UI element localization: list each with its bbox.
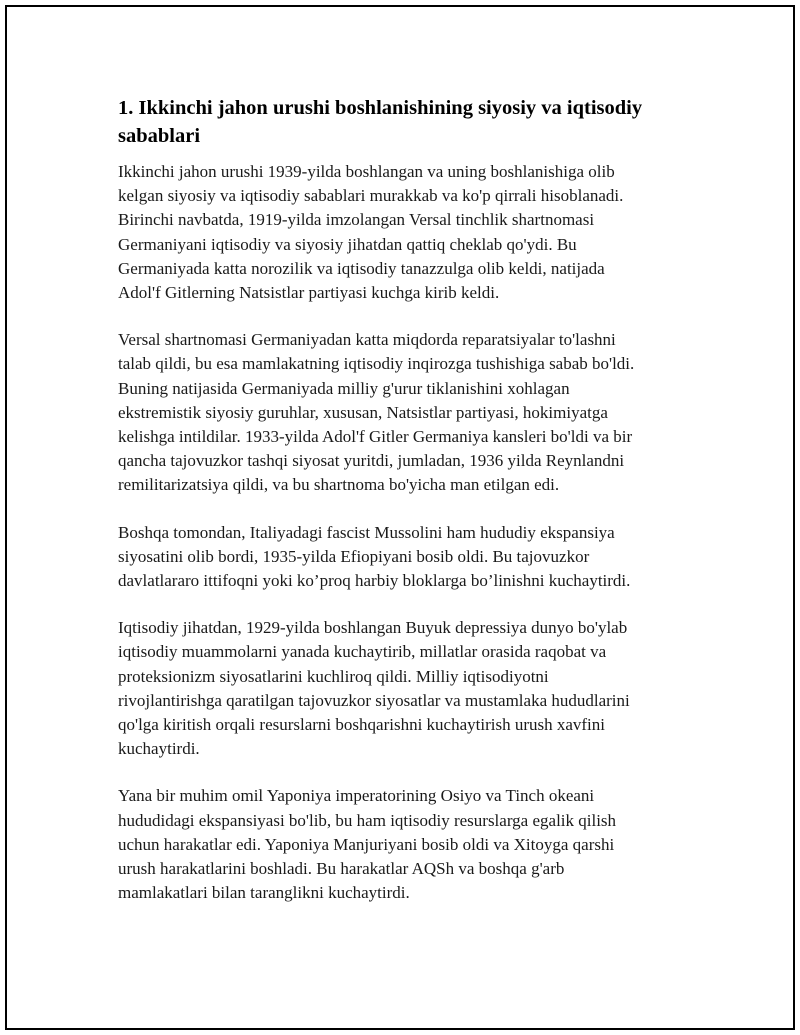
text-line: qo'lga kiritish orqali resurslarni boshqarishni kuchaytirish urush xavfini [118, 715, 606, 735]
text-line: Yana bir muhim omil Yaponiya imperatorining Osiyo va Tinch okeani [118, 786, 595, 806]
text-line: kelishga intildilar. 1933-yilda Adol'f Gitler Germaniya kansleri bo'ldi va bir [118, 427, 633, 447]
paragraph-italy [118, 521, 688, 594]
text-line: remilitarizatsiya qildi, va bu shartnoma bo'yicha man etilgan edi. [118, 475, 560, 495]
text-line: ekstremistik siyosiy guruhlar, xususan, Natsistlar partiyasi, hokimiyatga [118, 402, 608, 422]
text-line: Ikkinchi jahon urushi 1939-yilda boshlangan va uning boshlanishiga olib [118, 162, 615, 181]
text-line: iqtisodiy muammolarni yanada kuchaytirib, millatlar orasida raqobat va [118, 642, 607, 662]
text-line: Boshqa tomondan, Italiyadagi fascist Mussolini ham hududiy ekspansiya [118, 522, 615, 542]
section-title [118, 94, 688, 150]
text-line: mamlakatlari bilan taranglikni kuchaytirdi. [118, 883, 410, 903]
text-line: Birinchi navbatda, 1919-yilda imzolangan Versal tinchlik shartnomasi [118, 210, 595, 230]
text-line: Buning natijasida Germaniyada milliy g'urur tiklanishini xohlagan [118, 378, 570, 398]
title-line: 1. Ikkinchi jahon urushi boshlanishining siyosiy va iqtisodiy [118, 97, 643, 119]
text-line: proteksionizm siyosatlarini kuchliroq qildi. Milliy iqtisodiyotni [118, 666, 549, 686]
text-line: Versal shartnomasi Germaniyadan katta miqdorda reparatsiyalar to'lashni [118, 330, 616, 350]
paragraph-great-depression [118, 616, 688, 761]
text-line: urush harakatlarini boshladi. Bu harakatlar AQSh va boshqa g'arb [118, 859, 565, 879]
text-line: qancha tajovuzkor tashqi siyosat yuritdi, jumladan, 1936 yilda Reynlandni [118, 451, 625, 471]
title-line: sabablari [118, 125, 201, 147]
text-line: davlatlararo ittifoqni yoki ko’proq harbiy bloklarga bo’linishni kuchaytirdi. [118, 571, 631, 591]
paragraph-japan [118, 784, 688, 905]
text-line: talab qildi, bu esa mamlakatning iqtisodiy inqirozga tushishiga sabab bo'ldi. [118, 354, 635, 374]
text-line: rivojlantirishga qaratilgan tajovuzkor siyosatlar va mustamlaka hududlarini [118, 690, 630, 710]
text-line: Iqtisodiy jihatdan, 1929-yilda boshlangan Buyuk depressiya dunyo bo'ylab [118, 618, 628, 638]
text-line: kelgan siyosiy va iqtisodiy sabablari murakkab va ko'p qirrali hisoblanadi. [118, 186, 624, 206]
text-line: Germaniyani iqtisodiy va siyosiy jihatdan qattiq cheklab qo'ydi. Bu [118, 234, 577, 254]
text-line: uchun harakatlar edi. Yaponiya Manjuriyani bosib oldi va Xitoyga qarshi [118, 834, 615, 854]
text-line: Adol'f Gitlerning Natsistlar partiyasi kuchga kirib keldi. [118, 283, 500, 303]
text-line: kuchaytirdi. [118, 739, 200, 759]
paragraph-versailles-intro [118, 160, 688, 305]
paragraph-reparations [118, 328, 688, 497]
text-line: hududidagi ekspansiyasi bo'lib, bu ham iqtisodiy resurslarga egalik qilish [118, 810, 617, 830]
document-body [118, 94, 688, 928]
text-line: siyosatini olib bordi, 1935-yilda Efiopiyani bosib oldi. Bu tajovuzkor [118, 546, 590, 566]
text-line: Germaniyada katta norozilik va iqtisodiy tanazzulga olib keldi, natijada [118, 258, 605, 278]
